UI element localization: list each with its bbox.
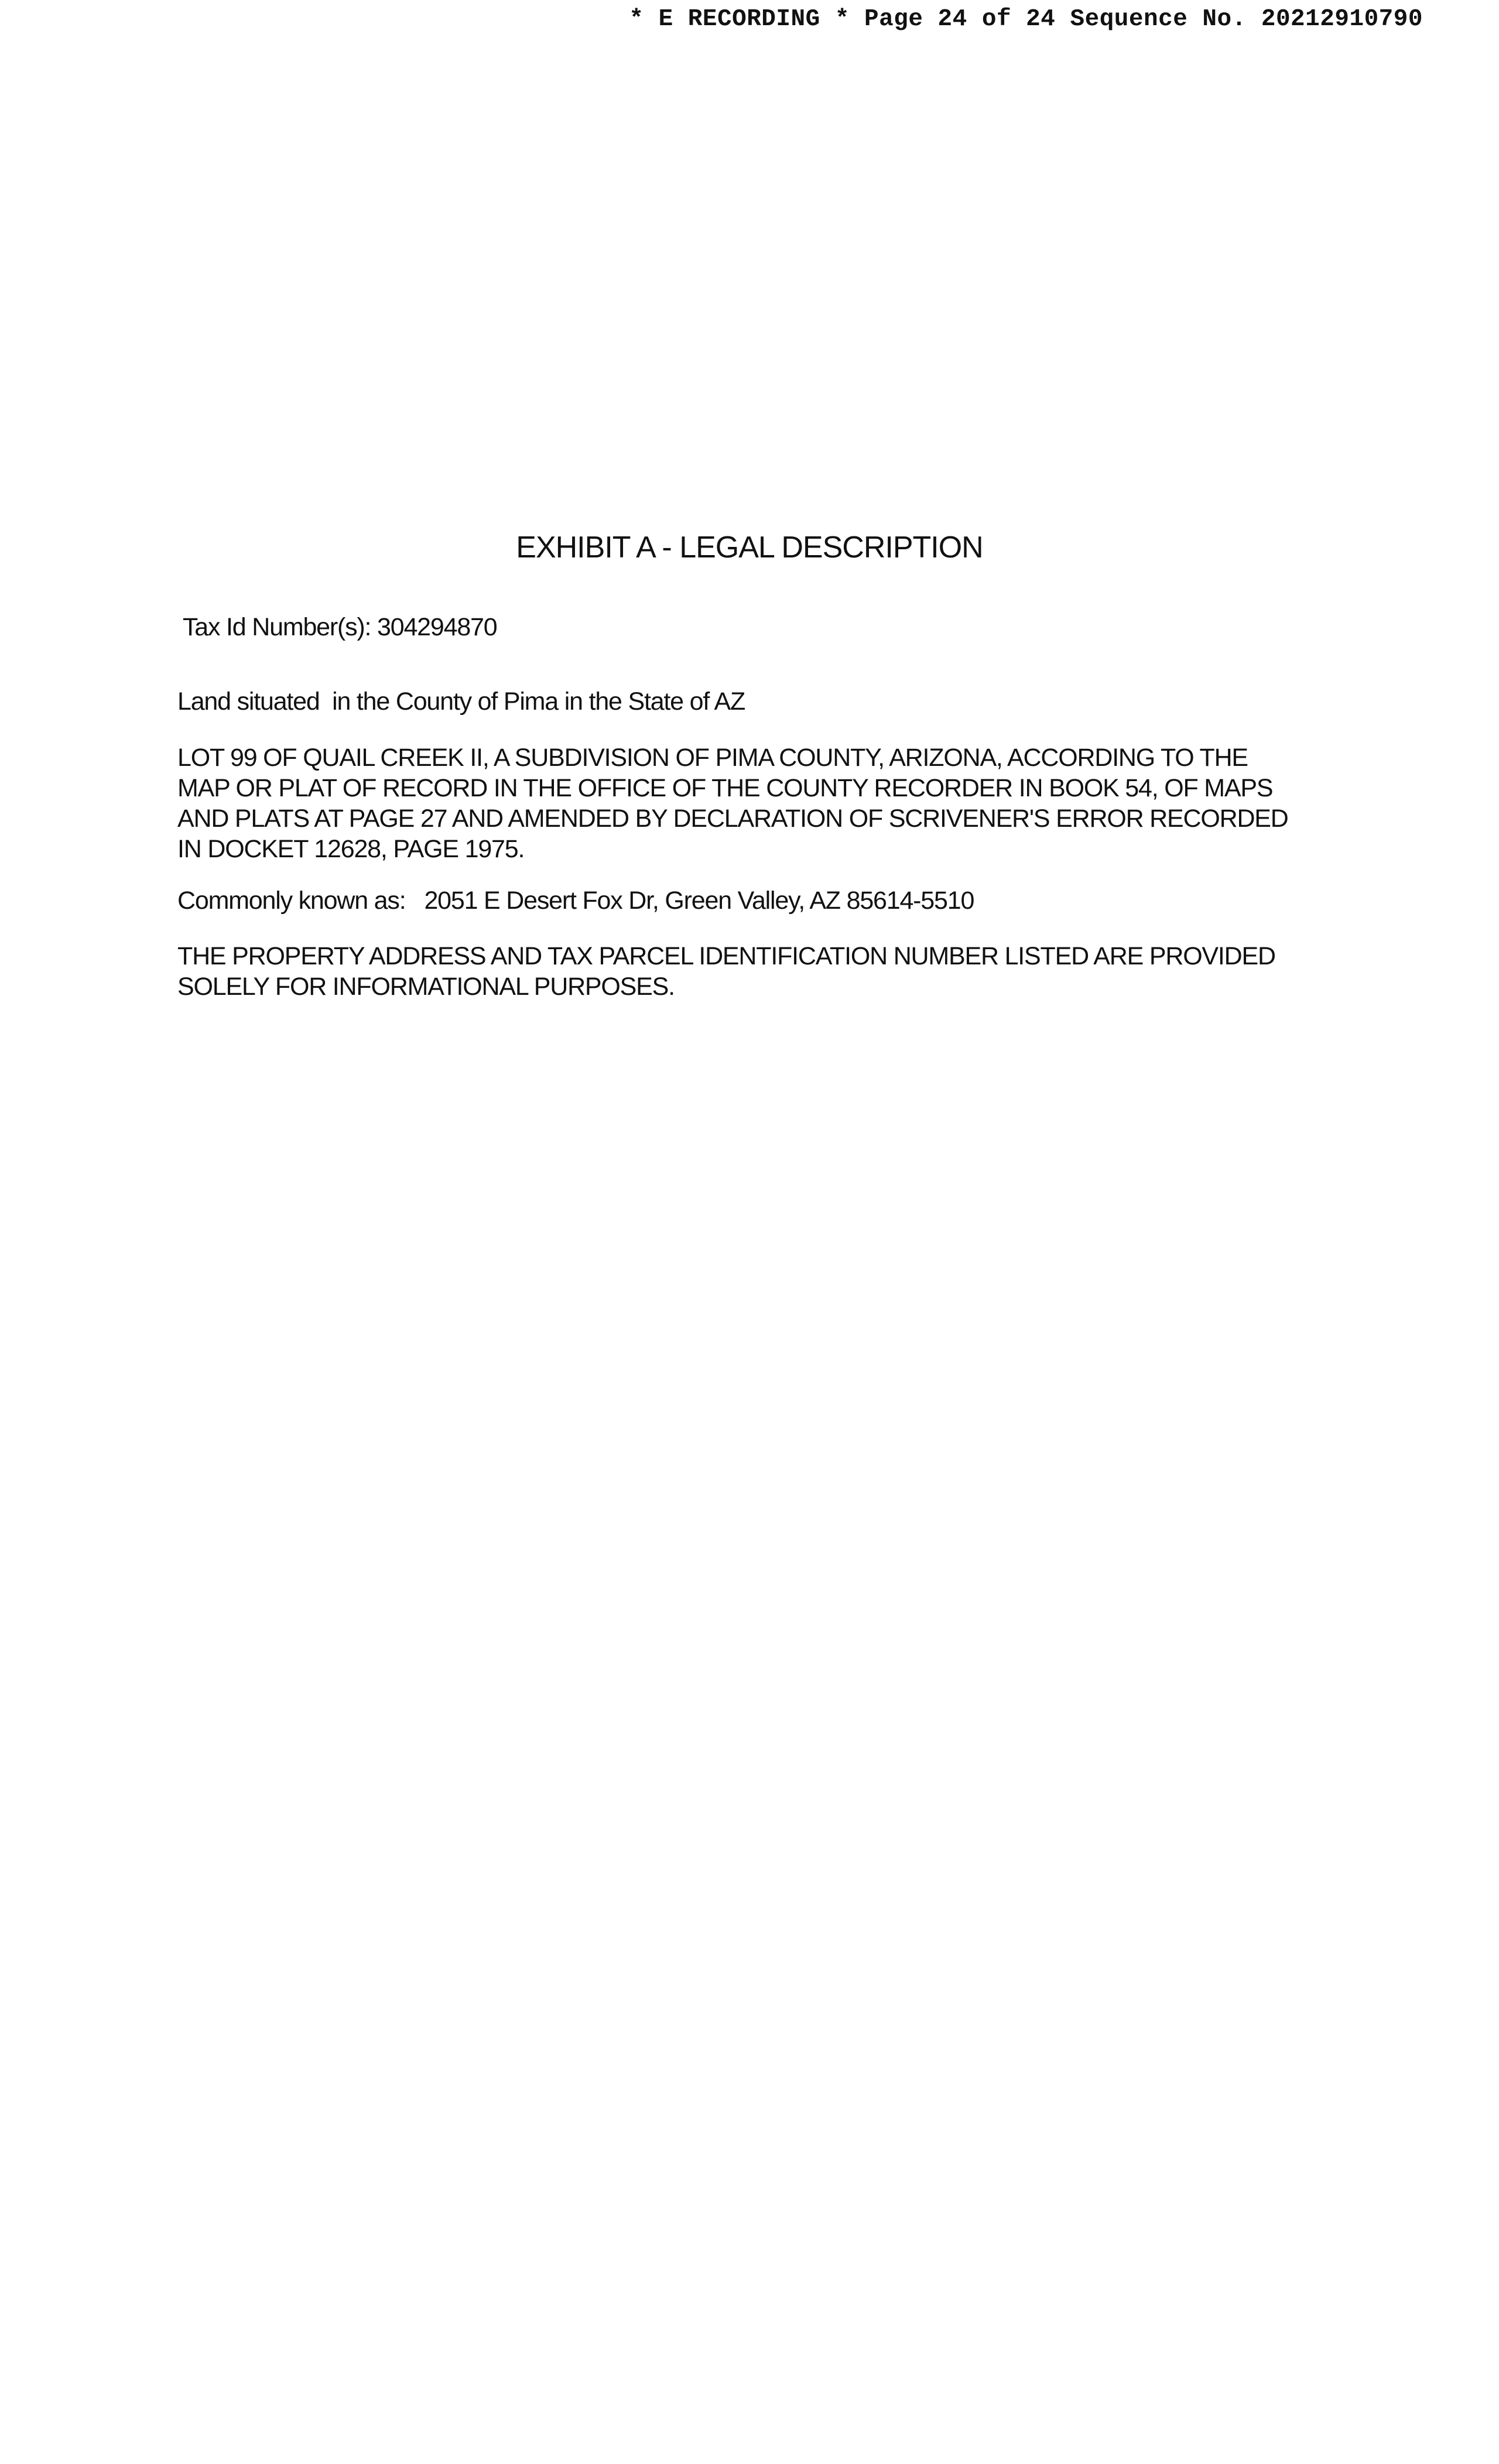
exhibit-title: EXHIBIT A - LEGAL DESCRIPTION xyxy=(516,531,983,564)
commonly-known-label: Commonly known as: xyxy=(177,887,406,915)
tax-id-line: Tax Id Number(s): 304294870 xyxy=(183,613,497,641)
property-address: 2051 E Desert Fox Dr, Green Valley, AZ 85614-5510 xyxy=(424,887,974,915)
land-situated-line: Land situated in the County of Pima in the State of AZ xyxy=(177,687,745,716)
legal-description: LOT 99 OF QUAIL CREEK II, A SUBDIVISION OF PIMA COUNTY, ARIZONA, ACCORDING TO THE MAP OR PLAT OF RECORD IN THE OFFICE OF THE COUNTY RECORDER IN BOOK 54, OF MAPS AND PLATS AT PAGE 27 AND AMENDED BY DECLARATION OF SCRIVENER'S ERROR RECORDED IN DOCKET 12628, PAGE 1975. xyxy=(177,744,1288,863)
commonly-known-line xyxy=(177,885,1302,916)
disclaimer-text: THE PROPERTY ADDRESS AND TAX PARCEL IDENTIFICATION NUMBER LISTED ARE PROVIDED SOLELY FOR INFORMATIONAL PURPOSES. xyxy=(177,942,1275,1001)
recording-stamp: * E RECORDING * Page 24 of 24 Sequence No. 20212910790 xyxy=(629,6,1423,33)
